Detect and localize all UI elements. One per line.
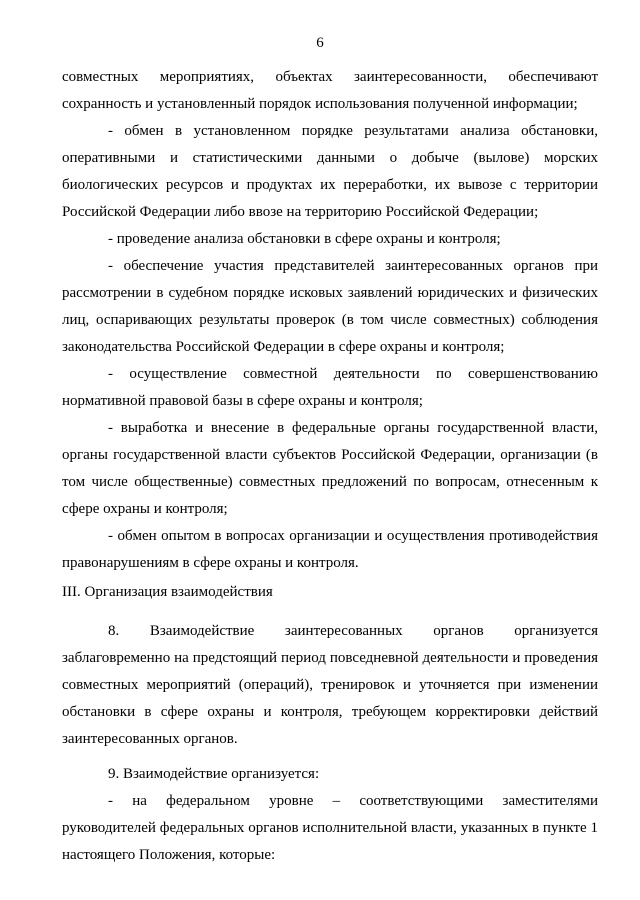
- section-heading: III. Организация взаимодействия: [62, 584, 273, 600]
- list-item-situation-analysis: - проведение анализа обстановки в сфере охраны и контроля;: [108, 231, 501, 247]
- document-body: [62, 64, 598, 869]
- list-item-legal-framework: - осуществление совместной деятельности по совершенствованию нормативной правовой базы в сфере охраны и контроля;: [62, 366, 598, 409]
- list-item-federal-level: - на федеральном уровне – соответствующими заместителями руководителей федеральных органов исполнительной власти, указанных в пункте 1 настоящего Положения, которые:: [62, 793, 598, 863]
- page-number: 6: [316, 35, 324, 51]
- list-item-court-participation: - обеспечение участия представителей заинтересованных органов при рассмотрении в судебном порядке исковых заявлений юридических и физических лиц, оспаривающих результаты проверок (в том числе совместных) соблюдения законодательства Российской Федерации в сфере охраны и контроля;: [62, 258, 598, 355]
- paragraph-item-9: 9. Взаимодействие организуется:: [108, 766, 320, 782]
- list-item-experience-exchange: - обмен опытом в вопросах организации и осуществления противодействия правонарушениям в сфере охраны и контроля.: [62, 528, 598, 571]
- paragraph-continuation: совместных мероприятиях, объектах заинтересованности, обеспечивают сохранность и установленный порядок использования полученной информации;: [62, 69, 598, 112]
- list-item-joint-proposals: - выработка и внесение в федеральные органы государственной власти, органы государственной власти субъектов Российской Федерации, организации (в том числе общественные) совместных предложений по вопросам, отнесенным к сфере охраны и контроля;: [62, 420, 598, 517]
- list-item-data-exchange: - обмен в установленном порядке результатами анализа обстановки, оперативными и статистическими данными о добыче (вылове) морских биологических ресурсов и продуктах их переработки, их вывозе с территории Российской Федерации либо ввозе на территорию Российской Федерации;: [62, 123, 598, 220]
- paragraph-item-8: 8. Взаимодействие заинтересованных органов организуется заблаговременно на предстоящий период повседневной деятельности и проведения совместных мероприятий (операций), тренировок и уточняется при изменении обстановки в сфере охраны и контроля, требующем корректировки действий заинтересованных органов.: [62, 623, 598, 747]
